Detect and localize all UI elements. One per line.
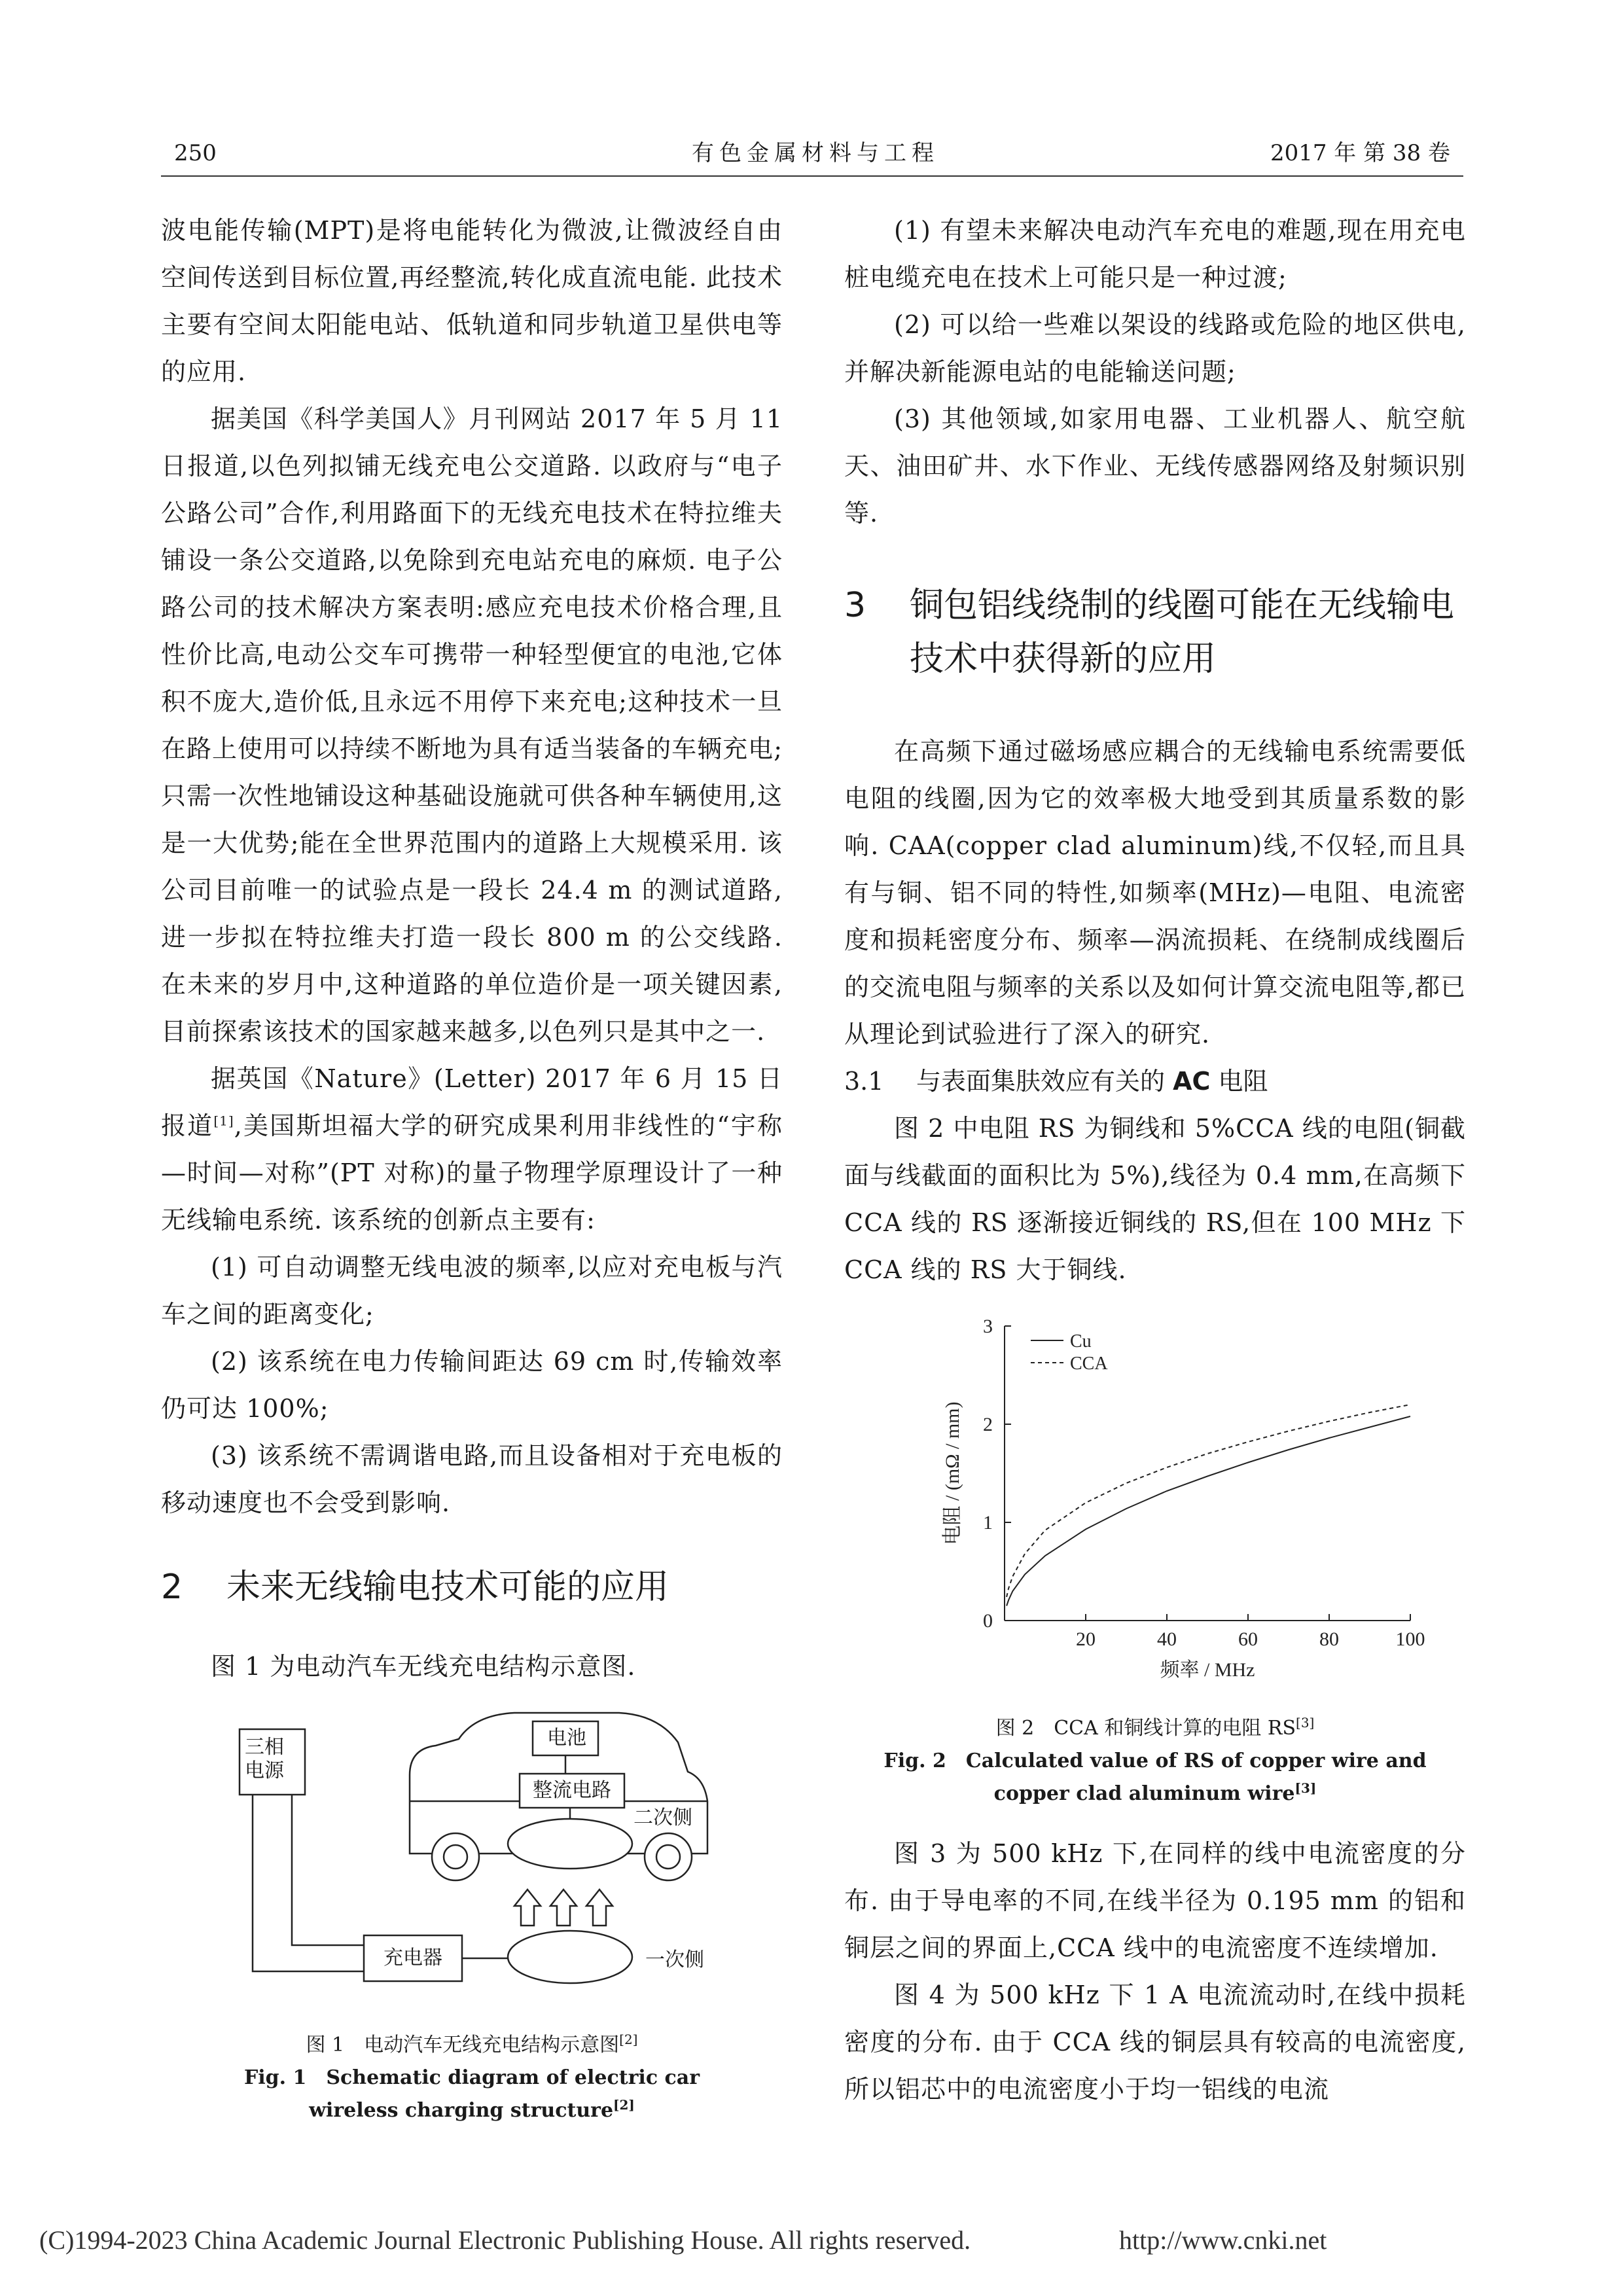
series-line-cca — [1007, 1405, 1410, 1597]
figure1-intro: 图 1 为电动汽车无线充电结构示意图. — [211, 1652, 636, 1681]
paragraph-cca-intro: 在高频下通过磁场感应耦合的无线输电系统需要低电阻的线圈,因为它的效率极大地受到其质量系数的影响. CAA(copper clad aluminum)线,不仅轻,而且具有与铜、铝不同的特性,如频率(MHz)—电阻、电流密度和损耗密度分布、频率—涡流损耗、在绕制成线圈后的交流电阻与频率的关系以及如何计算交流电阻等,都已从理论到试验进行了深入的研究. — [844, 737, 1466, 1049]
footer-url-link[interactable]: http://www.cnki.net — [1119, 2225, 1327, 2255]
paragraph-israel-road: 据美国《科学美国人》月刊网站 2017 年 5 月 11 日报道,以色列拟铺无线充电公交道路. 以政府与“电子公路公司”合作,利用路面下的无线充电技术在特拉维夫铺设一条公交道路,以免除到充电站充电的麻烦. 电子公路公司的技术解决方案表明:感应充电技术价格合理,且性价比高,电动公交车可携带一种轻型便宜的电池,它体积不庞大,造价低,且永远不用停下来充电;这种技术一旦在路上使用可以持续不断地为具有适当装备的车辆充电;只需一次性地铺设这种基础设施就可供各种车辆使用,这是一大优势;能在全世界范围内的道路上大规模采用. 该公司目前唯一的试验点是一段长 24.4 m 的测试道路,进一步拟在特拉维夫打造一段长 800 m 的公交线路. 在未来的岁月中,这种道路的单位造价是一项关键因素,目前探索该技术的国家越来越多,以色列只是其中之一. — [161, 404, 783, 1046]
paragraph-nature-text-b: ,美国斯坦福大学的研究成果利用非线性的“宇称—时间—对称”(PT 对称)的量子物理学原理设计了一种无线输电系统. 该系统的创新点主要有: — [161, 1111, 783, 1234]
label-secondary: 二次侧 — [633, 1806, 692, 1829]
figure-2-caption-zh — [844, 1712, 1466, 1745]
figure-2-caption-en-1: Fig. 2 Calculated value of RS of copper wire and — [883, 1749, 1427, 1772]
copyright-text: (C)1994-2023 China Academic Journal Electronic Publishing House. All rights reserved. — [39, 2225, 971, 2255]
subsection-heading-3-1 — [844, 1058, 1466, 1105]
subsection-title-b: AC — [1173, 1067, 1211, 1096]
x-tick-label: 40 — [1157, 1628, 1177, 1650]
legend-label-cca: CCA — [1070, 1354, 1108, 1374]
list-item: (1) 有望未来解决电动汽车充电的难题,现在用充电桩电缆充电在技术上可能只是一种过渡; — [844, 216, 1466, 292]
citation-3[interactable]: [3] — [1296, 1715, 1315, 1731]
citation-3[interactable]: [3] — [1294, 1780, 1317, 1796]
page-number: 250 — [174, 140, 217, 166]
section-title: 铜包铝线绕制的线圈可能在无线输电技术中获得新的应用 — [910, 586, 1455, 679]
y-tick-label: 0 — [983, 1610, 993, 1632]
series-line-cu — [1007, 1416, 1410, 1606]
x-tick-label: 80 — [1319, 1628, 1339, 1650]
figure-2-chart — [844, 1306, 1466, 1712]
right-column — [844, 207, 1466, 2113]
paragraph-mpt: 波电能传输(MPT)是将电能转化为微波,让微波经自由空间传送到目标位置,再经整流,转化成直流电能. 此技术主要有空间太阳能电站、低轨道和同步轨道卫星供电等的应用. — [161, 216, 783, 386]
subsection-title-a: 与表面集肤效应有关的 — [916, 1067, 1173, 1096]
x-axis-label: 频率 / MHz — [1160, 1659, 1255, 1681]
copyright-footer — [39, 2222, 1584, 2259]
y-tick-label: 2 — [983, 1414, 993, 1435]
secondary-coil — [508, 1819, 632, 1869]
journal-title: 有色金属材料与工程 — [692, 140, 939, 166]
up-arrow-icon — [514, 1890, 541, 1926]
caption-text: copper clad aluminum wire — [993, 1782, 1295, 1805]
issue-info: 2017 年 第 38 卷 — [1270, 140, 1450, 166]
subsection-number: 3.1 — [844, 1067, 884, 1096]
x-tick-label: 60 — [1238, 1628, 1258, 1650]
up-arrow-icon — [586, 1890, 613, 1926]
chart-svg — [844, 1306, 1466, 1712]
section-heading-2 — [161, 1560, 783, 1614]
section-heading-3 — [844, 579, 1466, 686]
caption-text: wireless charging structure — [309, 2099, 614, 2122]
wheel-right — [645, 1833, 692, 1880]
header-rule — [161, 175, 1463, 177]
y-axis-label: 电阻 / (mΩ / mm) — [942, 1401, 963, 1545]
legend-label-cu: Cu — [1070, 1331, 1092, 1352]
caption-text: 图 2 CCA 和铜线计算的电阻 RS — [995, 1717, 1296, 1740]
wheel-left — [432, 1833, 479, 1880]
section-number: 2 — [161, 1568, 183, 1607]
paragraph-fig4-desc: 图 4 为 500 kHz 下 1 A 电流流动时,在线中损耗密度的分布. 由于 CCA 线的铜层具有较高的电流密度,所以铝芯中的电流密度小于均一铝线的电流 — [844, 1981, 1466, 2104]
y-tick-label: 3 — [983, 1316, 993, 1337]
subsection-title — [916, 1058, 1268, 1105]
list-item: (2) 可以给一些难以架设的线路或危险的地区供电,并解决新能源电站的电能输送问题; — [844, 310, 1466, 386]
label-rectifier: 整流电路 — [533, 1779, 611, 1802]
citation-1[interactable]: [1] — [213, 1113, 234, 1129]
figure-1-caption-en-2 — [161, 2094, 783, 2127]
citation-2[interactable]: [2] — [613, 2097, 635, 2113]
x-tick-label: 20 — [1076, 1628, 1096, 1650]
figure-1-caption-zh — [161, 2029, 783, 2062]
subsection-title-c: 电阻 — [1210, 1067, 1268, 1096]
paragraph-fig3-desc: 图 3 为 500 kHz 下,在同样的线中电流密度的分布. 由于导电率的不同,在线半径为 0.195 mm 的铝和铜层之间的界面上,CCA 线中的电流密度不连续增加. — [844, 1839, 1466, 1962]
citation-2[interactable]: [2] — [619, 2032, 638, 2047]
label-primary: 一次侧 — [645, 1948, 704, 1971]
figure-2-caption-en-2 — [844, 1778, 1466, 1810]
list-item: (3) 其他领域,如家用电器、工业机器人、航空航天、油田矿井、水下作业、无线传感器网络及射频识别等. — [844, 404, 1466, 528]
label-power-source: 三相 电源 — [245, 1736, 284, 1782]
figure-1-diagram — [161, 1710, 783, 2017]
list-item: (2) 该系统在电力传输间距达 69 cm 时,传输效率仍可达 100%; — [161, 1347, 783, 1423]
primary-coil — [508, 1931, 632, 1983]
label-charger: 充电器 — [383, 1946, 442, 1969]
running-header — [161, 139, 1463, 175]
paragraph-nature-text-a: 据英国《Nature》(Letter) 2017 年 6 月 15 日报道 — [161, 1064, 783, 1140]
list-item: (1) 可自动调整无线电波的频率,以应对充电板与汽车之间的距离变化; — [161, 1253, 783, 1329]
up-arrow-icon — [550, 1890, 577, 1926]
section-number: 3 — [844, 586, 866, 625]
y-tick-label: 1 — [983, 1512, 993, 1534]
wire-2 — [292, 1795, 364, 1945]
list-item: (3) 该系统不需调谐电路,而且设备相对于充电板的移动速度也不会受到影响. — [161, 1441, 783, 1517]
figure-1-caption-en-1: Fig. 1 Schematic diagram of electric car — [243, 2066, 700, 2089]
x-tick-label: 100 — [1395, 1628, 1425, 1650]
left-column — [161, 207, 783, 2127]
section-title: 未来无线输电技术可能的应用 — [226, 1568, 669, 1607]
paragraph-nature-report — [161, 1055, 783, 1244]
caption-text: 图 1 电动汽车无线充电结构示意图 — [306, 2034, 620, 2056]
paragraph-fig2-desc: 图 2 中电阻 RS 为铜线和 5%CCA 线的电阻(铜截面与线截面的面积比为 5%),线径为 0.4 mm,在高频下 CCA 线的 RS 逐渐接近铜线的 RS,但在 100 MHz 下 CCA 线的 RS 大于铜线. — [844, 1114, 1466, 1284]
label-battery: 电池 — [547, 1727, 586, 1749]
